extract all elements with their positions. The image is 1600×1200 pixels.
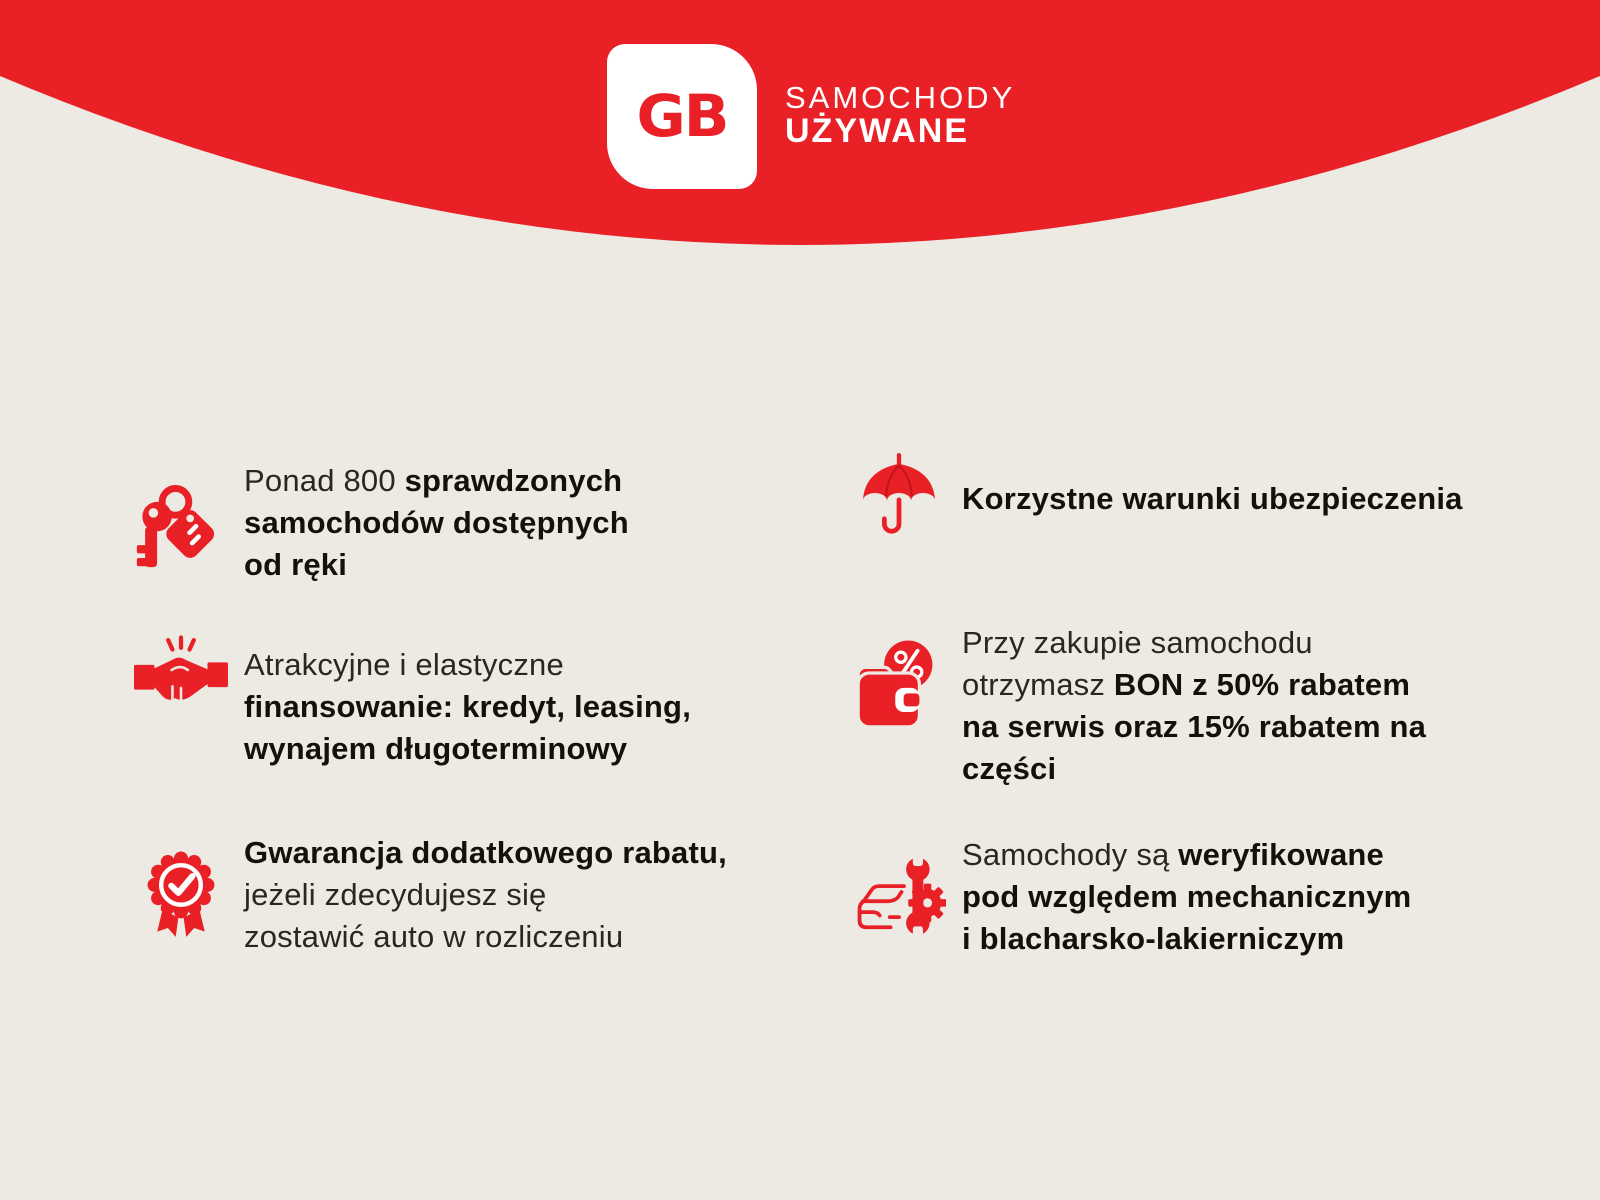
feature-text-line: zostawić auto w rozliczeniu <box>244 919 624 954</box>
logo-gb-text: GB <box>636 82 728 151</box>
feature-text <box>244 460 629 586</box>
feature-text-line: Samochody są weryfikowane <box>962 837 1384 872</box>
handshake-icon <box>134 630 228 722</box>
brand-line2: UŻYWANE <box>785 112 969 150</box>
feature-discount-guarantee <box>134 832 727 958</box>
feature-verification <box>852 834 1411 960</box>
feature-text-line: części <box>962 751 1057 786</box>
feature-text-line: wynajem długoterminowy <box>244 731 628 766</box>
feature-text-line: jeżeli zdecydujesz się <box>244 877 547 912</box>
brand-logo <box>607 44 757 189</box>
feature-text-line: na serwis oraz 15% rabatem na <box>962 709 1427 744</box>
feature-text-line: i blacharsko-lakierniczym <box>962 921 1345 956</box>
feature-text <box>962 622 1426 790</box>
wallet-percent-icon <box>852 634 946 738</box>
feature-text-line: Korzystne warunki ubezpieczenia <box>962 481 1463 516</box>
feature-available-cars <box>134 460 629 586</box>
feature-text-line: Ponad 800 sprawdzonych <box>244 463 623 498</box>
feature-text-line: Przy zakupie samochodu <box>962 625 1313 660</box>
feature-text-line: pod względem mechanicznym <box>962 879 1412 914</box>
feature-text-line: samochodów dostępnych <box>244 505 629 540</box>
feature-text <box>244 644 691 770</box>
feature-service-voucher <box>852 622 1426 790</box>
umbrella-icon <box>852 451 946 547</box>
header-red-banner <box>0 0 1600 420</box>
feature-insurance <box>852 451 1463 547</box>
key-tag-icon <box>134 473 228 573</box>
feature-text-line: otrzymasz BON z 50% rabatem <box>962 667 1411 702</box>
feature-financing <box>134 644 691 770</box>
feature-text-line: od ręki <box>244 547 348 582</box>
feature-text-line: finansowanie: kredyt, leasing, <box>244 689 692 724</box>
brand-line1: SAMOCHODY <box>785 80 1016 115</box>
feature-text-line: Atrakcyjne i elastyczne <box>244 647 564 682</box>
feature-text-line: Gwarancja dodatkowego rabatu, <box>244 835 727 870</box>
feature-text <box>244 832 727 958</box>
award-ribbon-icon <box>134 846 228 945</box>
feature-text <box>962 478 1463 520</box>
car-service-icon <box>852 851 946 943</box>
feature-text <box>962 834 1411 960</box>
